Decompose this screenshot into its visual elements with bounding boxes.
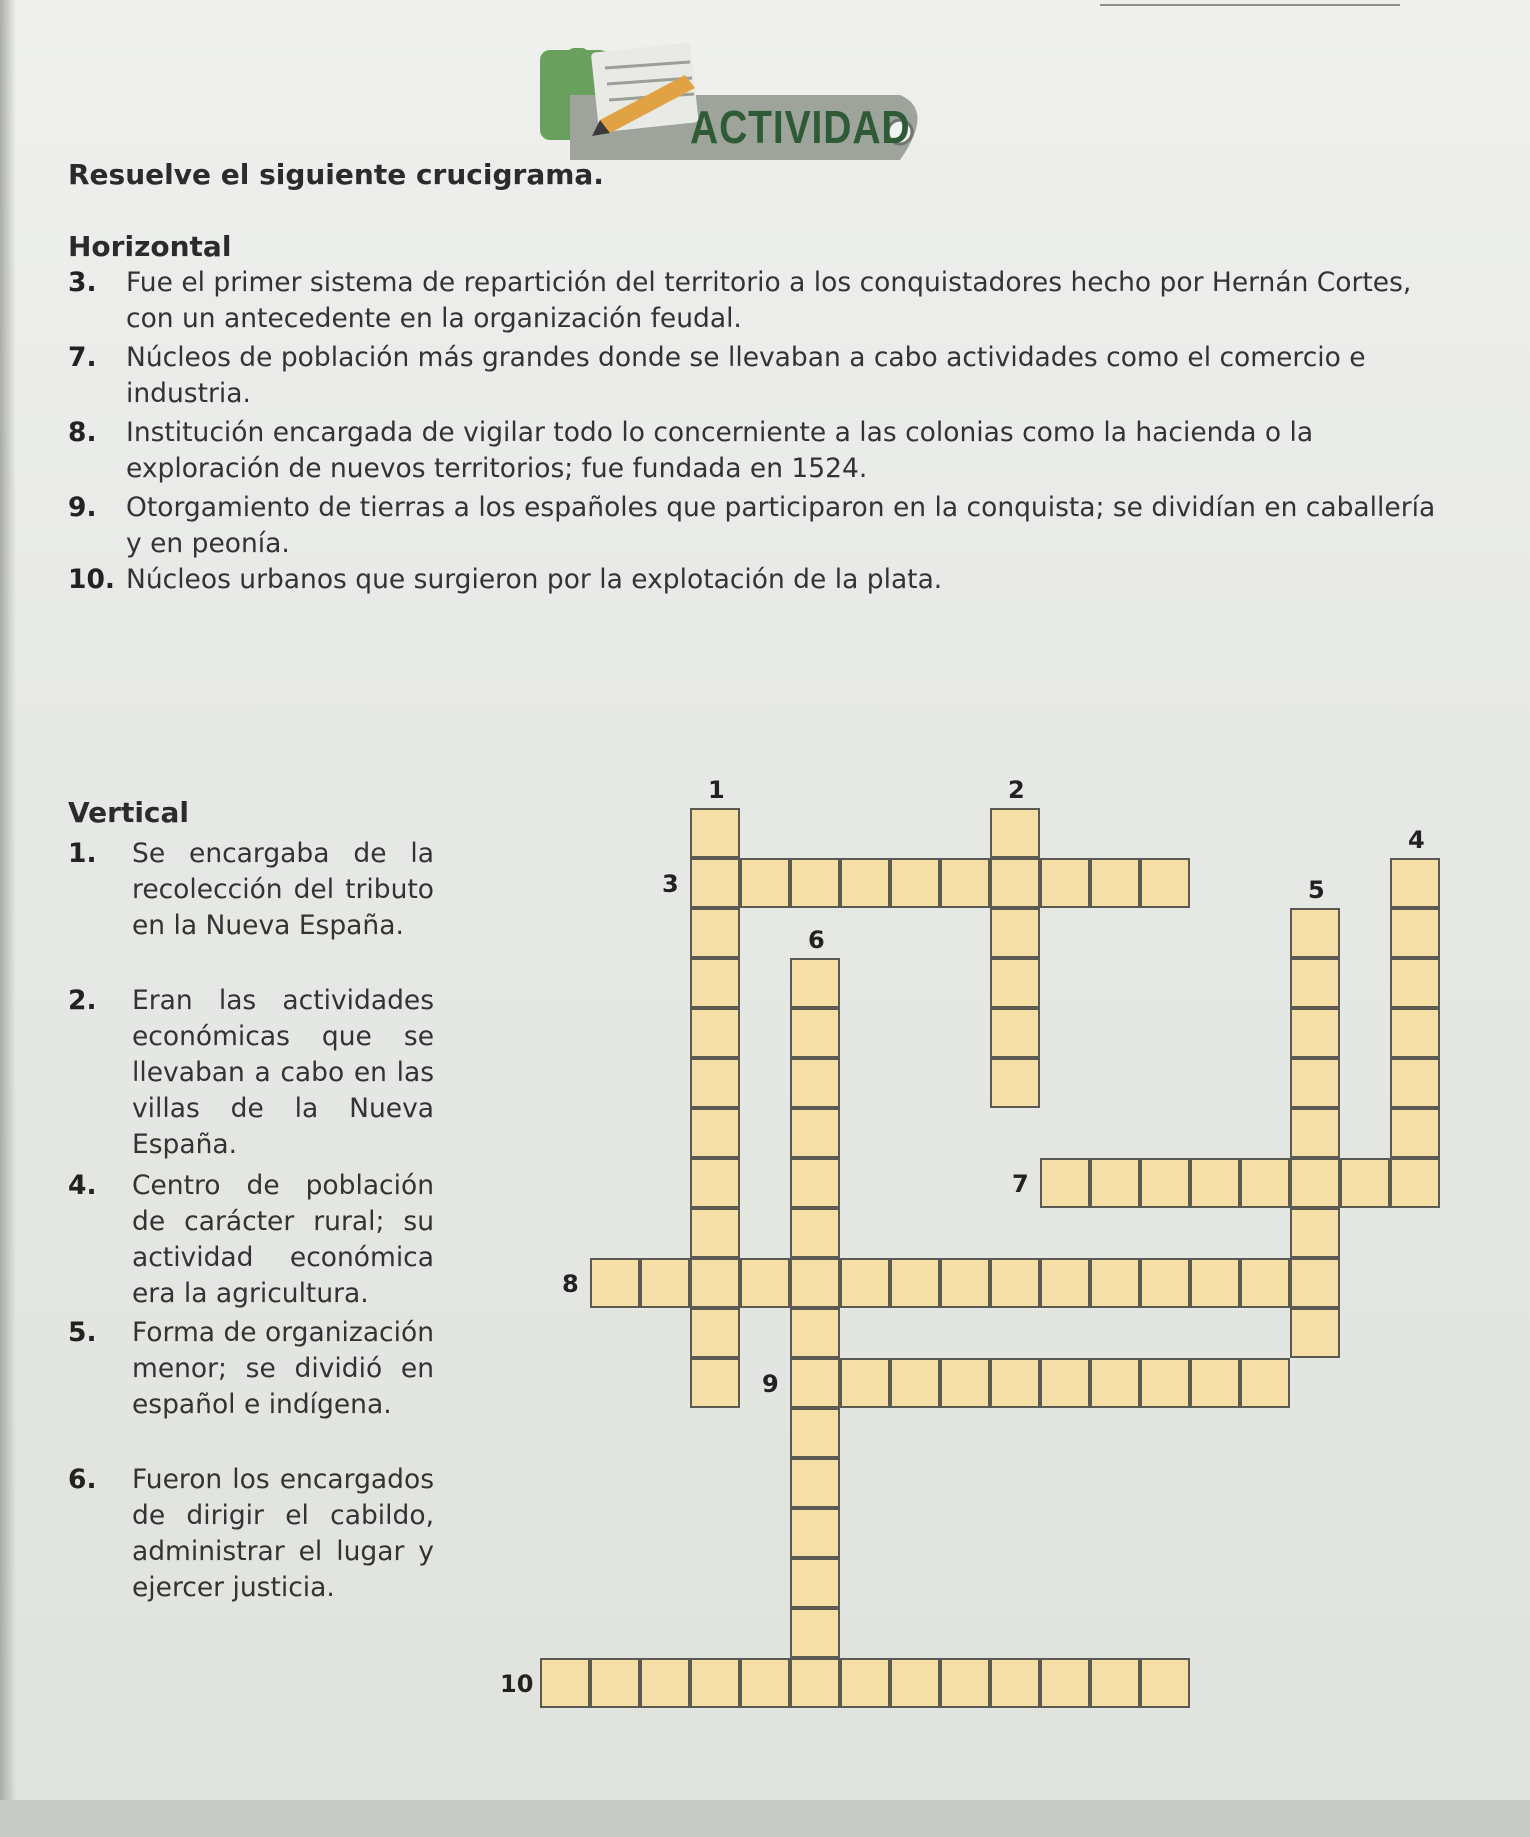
crossword-cell[interactable] [790,1558,840,1608]
crossword-cell[interactable] [690,808,740,858]
vertical-clue [68,836,434,944]
crossword-cell[interactable] [740,1258,790,1308]
crossword-cell[interactable] [790,1658,840,1708]
crossword-cell[interactable] [790,1458,840,1508]
crossword-cell[interactable] [940,1358,990,1408]
crossword-cell[interactable] [990,1008,1040,1058]
crossword-cell[interactable] [990,1258,1040,1308]
clue-text: Centro de población de carácter rural; su actividad económica era la agricultura. [132,1170,434,1309]
crossword-cell[interactable] [1190,1258,1240,1308]
page-edge-shadow [0,0,16,1837]
horizontal-clue [68,490,1448,562]
crossword-cell[interactable] [690,1108,740,1158]
instruction-title: Resuelve el siguiente crucigrama. [68,158,604,191]
crossword-cell[interactable] [1390,858,1440,908]
crossword-cell[interactable] [690,1258,740,1308]
clue-number-label: 8 [562,1270,579,1298]
crossword-cell[interactable] [1090,1258,1140,1308]
vertical-clue [68,1462,434,1606]
crossword-cell[interactable] [1140,1158,1190,1208]
crossword-cell[interactable] [790,1508,840,1558]
clue-number-label: 6 [808,926,825,954]
clue-text: Eran las actividades económicas que se llevaban a cabo en las villas de la Nueva España. [132,985,434,1160]
clue-number: 6. [68,1464,97,1495]
crossword-cell[interactable] [890,858,940,908]
clue-number-label: 10 [500,1670,534,1698]
clue-text: Forma de organización menor; se dividió en español e indígena. [132,1317,434,1420]
crossword-cell[interactable] [790,858,840,908]
page-bottom-edge [0,1800,1530,1837]
horizontal-heading: Horizontal [68,230,232,263]
crossword-cell[interactable] [790,1608,840,1658]
crossword-cell[interactable] [990,1058,1040,1108]
crossword-cell[interactable] [690,908,740,958]
crossword-cell[interactable] [1290,1158,1340,1208]
crossword-cell[interactable] [1290,908,1340,958]
clue-number-label: 4 [1408,826,1425,854]
crossword-cell[interactable] [1090,1658,1140,1708]
crossword-cell[interactable] [790,1108,840,1158]
clue-number-label: 2 [1008,776,1025,804]
crossword-cell[interactable] [840,1258,890,1308]
crossword-cell[interactable] [1290,958,1340,1008]
crossword-cell[interactable] [1040,1258,1090,1308]
crossword-cell[interactable] [790,958,840,1008]
crossword-cell[interactable] [740,858,790,908]
clue-number-label: 9 [762,1370,779,1398]
crossword-cell[interactable] [890,1258,940,1308]
crossword-cell[interactable] [940,858,990,908]
clue-number: 1. [68,838,97,869]
crossword-cell[interactable] [840,1358,890,1408]
crossword-cell[interactable] [740,1658,790,1708]
crossword-cell[interactable] [990,808,1040,858]
horizontal-clue [68,415,1448,487]
crossword-cell[interactable] [1090,1358,1140,1408]
crossword-cell[interactable] [1240,1158,1290,1208]
crossword-cell[interactable] [540,1658,590,1708]
vertical-clue [68,1168,434,1312]
crossword-cell[interactable] [790,1158,840,1208]
crossword-cell[interactable] [1040,1658,1090,1708]
crossword-cell[interactable] [690,1008,740,1058]
clue-number: 9. [68,492,97,523]
clue-text: Núcleos de población más grandes donde se llevaban a cabo actividades como el comercio e industria. [126,342,1366,409]
activity-badge [540,40,940,160]
clue-text: Fueron los encargados de dirigir el cabildo, administrar el lugar y ejercer justicia. [132,1464,434,1603]
clue-text: Se encargaba de la recolección del tributo en la Nueva España. [132,838,434,941]
crossword-cell[interactable] [1140,1658,1190,1708]
crossword-cell[interactable] [790,1308,840,1358]
vertical-clue [68,983,434,1163]
crossword-cell[interactable] [1190,1158,1240,1208]
crossword-cell[interactable] [1240,1358,1290,1408]
crossword-cell[interactable] [1240,1258,1290,1308]
crossword-cell[interactable] [690,958,740,1008]
crossword-cell[interactable] [990,1358,1040,1408]
crossword-cell[interactable] [640,1658,690,1708]
crossword-cell[interactable] [690,1658,740,1708]
vertical-clue [68,1315,434,1423]
crossword-cell[interactable] [990,858,1040,908]
crossword-cell[interactable] [690,1308,740,1358]
crossword-cell[interactable] [790,1058,840,1108]
crossword-cell[interactable] [1390,1158,1440,1208]
clue-number: 3. [68,267,97,298]
crossword-cell[interactable] [990,1658,1040,1708]
crossword-cell[interactable] [940,1258,990,1308]
horizontal-clue [68,340,1448,412]
clue-number: 10. [68,564,115,595]
activity-label: ACTIVIDAD [690,101,911,153]
crossword-cell[interactable] [890,1658,940,1708]
crossword-cell[interactable] [1140,1258,1190,1308]
crossword-cell[interactable] [690,1358,740,1408]
crossword-cell[interactable] [1390,1058,1440,1108]
crossword-cell[interactable] [840,858,890,908]
horizontal-clue [68,562,1448,598]
vertical-heading: Vertical [68,796,190,829]
crossword-cell[interactable] [590,1658,640,1708]
crossword-cell[interactable] [890,1358,940,1408]
clue-number: 5. [68,1317,97,1348]
crossword-cell[interactable] [1140,1358,1190,1408]
clue-number-label: 7 [1012,1170,1029,1198]
crossword-cell[interactable] [790,1008,840,1058]
clue-text: Fue el primer sistema de repartición del territorio a los conquistadores hecho por Hernán Cortes, con un antecedente en la organización feudal. [126,267,1412,334]
crossword-cell[interactable] [590,1258,640,1308]
horizontal-clue [68,265,1448,337]
crossword-cell[interactable] [1140,858,1190,908]
crossword-cell[interactable] [1290,1008,1340,1058]
crossword-cell[interactable] [1040,1358,1090,1408]
clue-number: 2. [68,985,97,1016]
crossword-cell[interactable] [1290,1108,1340,1158]
crossword-cell[interactable] [940,1658,990,1708]
crossword-cell[interactable] [1290,1258,1340,1308]
crossword-cell[interactable] [1290,1058,1340,1108]
crossword-cell[interactable] [1390,1108,1440,1158]
clue-text: Institución encargada de vigilar todo lo concerniente a las colonias como la hacienda o la exploración de nuevos territorios; fue fundada en 1524. [126,417,1314,484]
crossword-cell[interactable] [1040,858,1090,908]
crossword-cell[interactable] [840,1658,890,1708]
crossword-cell[interactable] [1390,908,1440,958]
crossword-cell[interactable] [1290,1208,1340,1258]
crossword-cell[interactable] [790,1408,840,1458]
crossword-cell[interactable] [1290,1308,1340,1358]
clue-text: Núcleos urbanos que surgieron por la explotación de la plata. [126,564,943,595]
clue-number-label: 3 [662,870,679,898]
crossword-cell[interactable] [690,1208,740,1258]
crossword-cell[interactable] [1040,1158,1090,1208]
clue-number-label: 1 [708,776,725,804]
crossword-cell[interactable] [640,1258,690,1308]
crossword-cell[interactable] [1090,858,1140,908]
clue-number: 4. [68,1170,97,1201]
clue-number: 7. [68,342,97,373]
crossword-cell[interactable] [790,1258,840,1308]
crossword-cell[interactable] [690,858,740,908]
clue-number-label: 5 [1308,876,1325,904]
crossword-cell[interactable] [1190,1358,1240,1408]
crossword-cell[interactable] [790,1208,840,1258]
crossword-cell[interactable] [1390,958,1440,1008]
clue-number: 8. [68,417,97,448]
crossword-cell[interactable] [990,908,1040,958]
crossword-cell[interactable] [1340,1158,1390,1208]
crossword-cell[interactable] [690,1058,740,1108]
clue-text: Otorgamiento de tierras a los españoles que participaron en la conquista; se dividían en caballería y en peonía. [126,492,1436,559]
crossword-cell[interactable] [790,1358,840,1408]
crossword-cell[interactable] [690,1158,740,1208]
crossword-cell[interactable] [1090,1158,1140,1208]
top-rule-line [1100,4,1400,6]
crossword-cell[interactable] [990,958,1040,1008]
crossword-cell[interactable] [1390,1008,1440,1058]
